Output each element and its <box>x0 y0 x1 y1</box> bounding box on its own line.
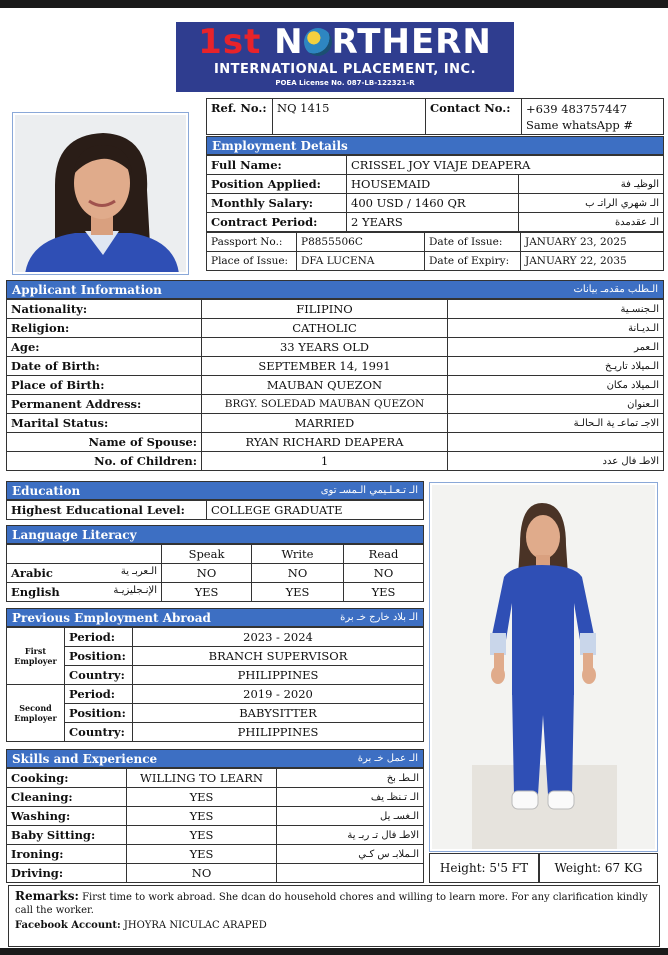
english-speak: YES <box>162 583 252 602</box>
marital-ar: الاجـ تماعـ ية الـحالـة <box>448 414 664 433</box>
table-row <box>7 647 424 666</box>
table-row <box>7 357 664 376</box>
skills-header-title: Skills and Experience <box>12 751 158 766</box>
height-box: Height: 5'5 FT <box>429 853 539 883</box>
top-border <box>0 0 668 8</box>
education-header <box>6 481 424 500</box>
contract-label: Contract Period: <box>207 213 347 232</box>
spouse-value: RYAN RICHARD DEAPERA <box>202 433 448 452</box>
education-table <box>6 500 424 520</box>
language-table <box>6 544 424 602</box>
facebook-label: Facebook Account: <box>15 920 121 931</box>
arabic-speak: NO <box>162 564 252 583</box>
washing-value: YES <box>127 807 277 826</box>
contract-ar: الـ عقدمدة <box>519 213 664 232</box>
first-employer-label: First Employer <box>7 628 65 685</box>
logo-rthern: RTHERN <box>331 22 492 62</box>
remarks-label: Remarks: <box>15 889 79 903</box>
place-issue-label: Place of Issue: <box>207 252 297 271</box>
language-corner-cell <box>7 545 162 564</box>
arabic-ar: الـعربـ ية <box>120 566 157 577</box>
pob-ar: الـميلاد مكان <box>448 376 664 395</box>
portrait-photo <box>12 112 189 275</box>
logo-1st: 1st <box>198 22 262 62</box>
place-issue-value: DFA LUCENA <box>297 252 425 271</box>
cleaning-label: Cleaning: <box>7 788 127 807</box>
age-value: 33 YEARS OLD <box>202 338 448 357</box>
english-ar: الإنـجليزيـة <box>113 585 157 596</box>
remarks-line <box>15 890 653 917</box>
table-row <box>7 319 664 338</box>
position-label-1: Position: <box>65 647 133 666</box>
education-header-title: Education <box>12 483 81 498</box>
arabic-write: NO <box>252 564 344 583</box>
table-row <box>7 452 664 471</box>
table-row <box>7 666 424 685</box>
dob-ar: الـميلاد تاريـخ <box>448 357 664 376</box>
expiry-value: JANUARY 22, 2035 <box>521 252 664 271</box>
passport-label: Passport No.: <box>207 233 297 252</box>
spouse-label: Name of Spouse: <box>7 433 202 452</box>
second-employer-label: Second Employer <box>7 685 65 742</box>
position-label: Position Applied: <box>207 175 347 194</box>
salary-value: 400 USD / 1460 QR <box>347 194 519 213</box>
globe-icon <box>304 28 332 56</box>
previous-header-title: Previous Employment Abroad <box>12 610 211 625</box>
babysitting-label: Baby Sitting: <box>7 826 127 845</box>
religion-label: Religion: <box>7 319 202 338</box>
logo-company-line: INTERNATIONAL PLACEMENT, INC. <box>213 62 477 77</box>
full-body-photo-illustration <box>432 485 655 849</box>
children-ar: الاطـ فال عدد <box>448 452 664 471</box>
english-label-cell <box>7 583 162 602</box>
language-header-title: Language Literacy <box>12 527 137 542</box>
religion-ar: الـديـانة <box>448 319 664 338</box>
skills-header <box>6 749 424 768</box>
applicant-section <box>6 280 664 471</box>
passport-table <box>206 232 664 271</box>
agency-logo <box>176 22 514 92</box>
position-value: HOUSEMAID <box>347 175 519 194</box>
table-row <box>7 807 424 826</box>
second-position: BABYSITTER <box>133 704 424 723</box>
col-write: Write <box>252 545 344 564</box>
country-label-1: Country: <box>65 666 133 685</box>
babysitting-ar: الاطـ فال تـ ربـ ية <box>277 826 424 845</box>
english-write: YES <box>252 583 344 602</box>
employment-table <box>206 155 664 232</box>
address-ar: الـعنوان <box>448 395 664 414</box>
applicant-header-title: Applicant Information <box>12 282 162 297</box>
full-name-value: CRISSEL JOY VIAJE DEAPERA <box>347 156 664 175</box>
children-label: No. of Children: <box>7 452 202 471</box>
table-row <box>7 395 664 414</box>
ref-value: NQ 1415 <box>273 99 426 135</box>
education-header-ar: الـ تـعـلـيمي الـمسـ توى <box>320 485 418 496</box>
period-label-2: Period: <box>65 685 133 704</box>
table-row <box>7 685 424 704</box>
age-label: Age: <box>7 338 202 357</box>
pob-value: MAUBAN QUEZON <box>202 376 448 395</box>
country-label-2: Country: <box>65 723 133 742</box>
pob-label: Place of Birth: <box>7 376 202 395</box>
second-country: PHILIPPINES <box>133 723 424 742</box>
english-read: YES <box>344 583 424 602</box>
contact-label: Contact No.: <box>426 99 522 135</box>
table-row <box>7 723 424 742</box>
contact-cell <box>522 99 664 135</box>
cooking-value: WILLING TO LEARN <box>127 769 277 788</box>
table-row <box>7 864 424 883</box>
address-label: Permanent Address: <box>7 395 202 414</box>
driving-value: NO <box>127 864 277 883</box>
cooking-label: Cooking: <box>7 769 127 788</box>
col-read: Read <box>344 545 424 564</box>
first-country: PHILIPPINES <box>133 666 424 685</box>
washing-ar: الـغسـ يل <box>277 807 424 826</box>
nationality-value: FILIPINO <box>202 300 448 319</box>
nationality-ar: الـجنسـية <box>448 300 664 319</box>
previous-header-ar: الـ بلاد خارج خـ برة <box>340 612 418 623</box>
facebook-line <box>15 919 653 932</box>
children-value: 1 <box>202 452 448 471</box>
portrait-photo-illustration <box>15 115 186 272</box>
full-body-photo <box>429 482 658 852</box>
employment-header <box>206 136 664 155</box>
table-row <box>7 845 424 864</box>
spouse-ar <box>448 433 664 452</box>
religion-value: CATHOLIC <box>202 319 448 338</box>
table-row <box>7 628 424 647</box>
employment-header-title: Employment Details <box>212 138 348 153</box>
cooking-ar: الـطـ بخ <box>277 769 424 788</box>
table-row <box>7 414 664 433</box>
ref-contact-table <box>206 98 664 135</box>
salary-ar: الـ شهري الراتـ ب <box>519 194 664 213</box>
table-row <box>7 769 424 788</box>
previous-employment-section <box>6 608 424 742</box>
washing-label: Washing: <box>7 807 127 826</box>
issue-date-value: JANUARY 23, 2025 <box>521 233 664 252</box>
education-label: Highest Educational Level: <box>7 501 207 520</box>
weight-box: Weight: 67 KG <box>539 853 658 883</box>
position-ar: الوظيـ فة <box>519 175 664 194</box>
logo-license-line: POEA License No. 087-LB-122321-R <box>275 79 415 87</box>
dob-value: SEPTEMBER 14, 1991 <box>202 357 448 376</box>
issue-date-label: Date of Issue: <box>425 233 521 252</box>
dob-label: Date of Birth: <box>7 357 202 376</box>
driving-ar <box>277 864 424 883</box>
first-position: BRANCH SUPERVISOR <box>133 647 424 666</box>
contract-value: 2 YEARS <box>347 213 519 232</box>
arabic-read: NO <box>344 564 424 583</box>
address-value: BRGY. SOLEDAD MAUBAN QUEZON <box>202 395 448 414</box>
arabic-label: Arabic <box>11 566 53 580</box>
english-label: English <box>11 585 60 599</box>
table-row <box>7 583 424 602</box>
table-row <box>7 564 424 583</box>
table-row <box>7 300 664 319</box>
previous-header <box>6 608 424 627</box>
applicant-header <box>6 280 664 299</box>
arabic-label-cell <box>7 564 162 583</box>
second-period: 2019 - 2020 <box>133 685 424 704</box>
contact-note: Same whatsApp # <box>526 118 634 132</box>
salary-label: Monthly Salary: <box>207 194 347 213</box>
ironing-label: Ironing: <box>7 845 127 864</box>
passport-value: P8855506C <box>297 233 425 252</box>
language-section <box>6 525 424 602</box>
language-header <box>6 525 424 544</box>
table-row <box>7 433 664 452</box>
nationality-label: Nationality: <box>7 300 202 319</box>
ref-label: Ref. No.: <box>207 99 273 135</box>
period-label: Period: <box>65 628 133 647</box>
col-speak: Speak <box>162 545 252 564</box>
marital-label: Marital Status: <box>7 414 202 433</box>
contact-value: +639 483757447 <box>526 102 628 116</box>
driving-label: Driving: <box>7 864 127 883</box>
table-row <box>7 338 664 357</box>
skills-header-ar: الـ عمل خـ برة <box>357 753 418 764</box>
skills-section <box>6 749 424 883</box>
ironing-ar: الـملابـ س كـي <box>277 845 424 864</box>
facebook-value: JHOYRA NICULAC ARAPED <box>123 920 267 931</box>
position-label-2: Position: <box>65 704 133 723</box>
cleaning-value: YES <box>127 788 277 807</box>
table-row <box>7 376 664 395</box>
employment-section <box>206 136 664 271</box>
ironing-value: YES <box>127 845 277 864</box>
age-ar: الـعمر <box>448 338 664 357</box>
applicant-table <box>6 299 664 471</box>
full-name-label: Full Name: <box>207 156 347 175</box>
logo-n: N <box>274 22 304 62</box>
bottom-border <box>0 948 668 955</box>
table-row <box>7 826 424 845</box>
remarks-box <box>8 885 660 947</box>
education-section <box>6 481 424 520</box>
expiry-label: Date of Expiry: <box>425 252 521 271</box>
skills-table <box>6 768 424 883</box>
applicant-header-ar: الـطلب مقدمـ بيانات <box>573 284 658 295</box>
marital-value: MARRIED <box>202 414 448 433</box>
cleaning-ar: الـ تـنظـ يف <box>277 788 424 807</box>
education-value: COLLEGE GRADUATE <box>207 501 424 520</box>
previous-table <box>6 627 424 742</box>
babysitting-value: YES <box>127 826 277 845</box>
remarks-text: First time to work abroad. She dcan do household chores and willing to learn more. For any clarification kindly call the worker. <box>15 892 648 916</box>
table-row <box>7 788 424 807</box>
first-period: 2023 - 2024 <box>133 628 424 647</box>
table-row <box>7 704 424 723</box>
